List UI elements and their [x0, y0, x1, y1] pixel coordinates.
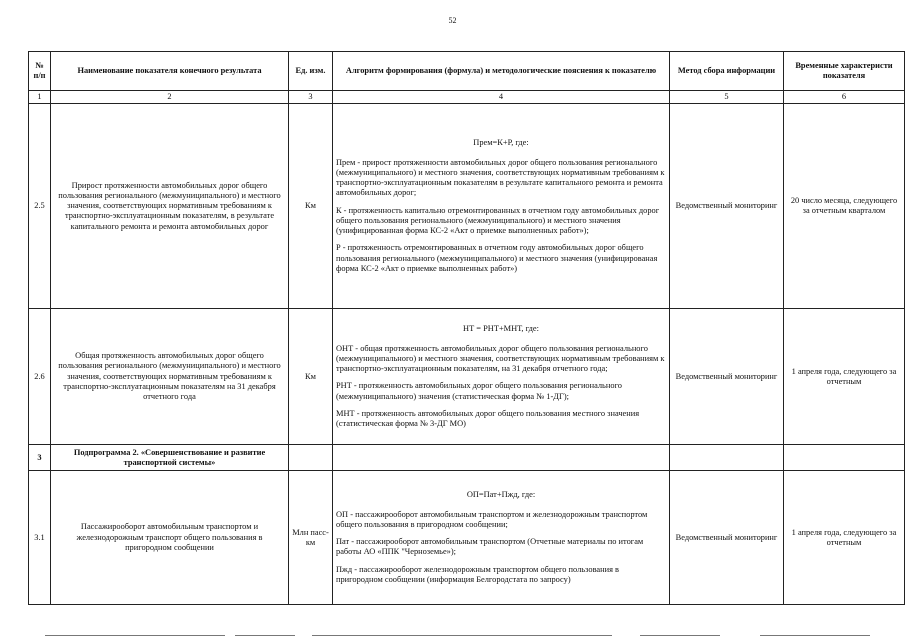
column-index: 1 — [29, 91, 51, 104]
header-method: Метод сбора информации — [670, 52, 784, 91]
explanation: ОП - пассажирооборот автомобильным транспортом и железнодорожным транспортом общего пользования в пригородном сообщении; — [336, 509, 648, 529]
header-algorithm: Алгоритм формирования (формула) и методологические пояснения к показателю — [333, 52, 670, 91]
explanation: Р - протяженность отремонтированных в отчетном году автомобильных дорог общего пользования регионального (межмуниципального) и местного значения (унифицированая форма КС-2 «Акт о приемке выполненных работ») — [336, 243, 658, 273]
explanation: ОНТ - общая протяженность автомобильных дорог общего пользования регионального (межмуниципального) и местного значения, соответствующих нормативным требованиям к транспортно-эксплуатационным показателям, на 31 декабря отчетного года; — [336, 343, 665, 373]
header-unit: Ед. изм. — [289, 52, 333, 91]
indicator-name: Пассажирооборот автомобильным транспортом и железнодорожным транспорт общего пользования в пригородном сообщении — [51, 471, 289, 605]
footer-rule — [640, 635, 720, 636]
column-index-row — [29, 91, 905, 104]
footer-rule — [312, 635, 612, 636]
column-index: 2 — [51, 91, 289, 104]
section-row — [29, 445, 905, 471]
footer-rule — [45, 635, 225, 636]
table-row — [29, 309, 905, 445]
explanation: Прем - прирост протяженности автомобильных дорог общего пользования регионального (межмуниципального) и местного значения, соответствующих нормативным требованиям к транспортно-эксплуатационным показателям в результате капитального ремонта и ремонта автомобильных дорог; — [336, 157, 665, 198]
collection-method: Ведомственный мониторинг — [670, 104, 784, 309]
column-index: 3 — [289, 91, 333, 104]
table-row — [29, 471, 905, 605]
unit: Млн пасс-км — [289, 471, 333, 605]
algorithm-cell — [333, 104, 670, 309]
row-num: 3.1 — [29, 471, 51, 605]
section-num: 3 — [29, 445, 51, 471]
explanation: Пжд - пассажирооборот железнодорожным транспортом общего пользования в пригородном сообщении (информация Белгородстата по запросу) — [336, 564, 619, 584]
indicator-name: Общая протяженность автомобильных дорог общего пользования регионального (межмуниципального) и местного значения, соответствующих нормативным требованиям к транспортно-эксплуатационным показателям на 31 декабря отчетного года — [51, 309, 289, 445]
explanation: К - протяженность капитально отремонтированных в отчетном году автомобильных дорог общего пользования регионального (межмуниципального) и местного значения (унифицированная форма КС-2 «Акт о приемке выполненных работ»); — [336, 205, 660, 236]
time-characteristics: 20 число месяца, следующего за отчетным кварталом — [784, 104, 905, 309]
formula: НТ = РНТ+МНТ, где: — [463, 324, 539, 334]
footer-rule — [760, 635, 870, 636]
formula: Прем=К+Р, где: — [473, 138, 529, 148]
table-header-row — [29, 52, 905, 91]
explanation: РНТ - протяженность автомобильных дорог общего пользования регионального (межмуниципального) значения (статистическая форма № 1-ДГ); — [336, 381, 622, 401]
column-index: 6 — [784, 91, 905, 104]
unit: Км — [289, 309, 333, 445]
row-num: 2.6 — [29, 309, 51, 445]
page-number: 52 — [448, 16, 457, 25]
time-characteristics: 1 апреля года, следующего за отчетным — [784, 309, 905, 445]
algorithm-cell — [333, 309, 670, 445]
table-row — [29, 104, 905, 309]
explanation: МНТ - протяженность автомобильных дорог общего пользования местного значения (статистическая форма № 3-ДГ МО) — [336, 408, 640, 428]
header-timing: Временные характеристи показателя — [784, 52, 905, 91]
formula: ОП=Пат+Пжд, где: — [466, 490, 536, 500]
column-index: 4 — [333, 91, 670, 104]
collection-method: Ведомственный мониторинг — [670, 471, 784, 605]
indicator-name: Прирост протяженности автомобильных дорог общего пользования регионального (межмуниципального) и местного значения, соответствующих нормативным требованиям к транспортно-эксплуатационным показателям, в результате капитального ремонта и ремонта автомобильных дорог — [51, 104, 289, 309]
explanation: Пат - пассажирооборот автомобильным транспортом (Отчетные материалы по итогам работы АО «ППК "Черноземье»); — [336, 537, 644, 557]
footer-rule — [235, 635, 295, 636]
time-characteristics: 1 апреля года, следующего за отчетным — [784, 471, 905, 605]
row-num: 2.5 — [29, 104, 51, 309]
unit: Км — [289, 104, 333, 309]
collection-method: Ведомственный мониторинг — [670, 309, 784, 445]
section-title: Подпрограмма 2. «Совершенствование и развитие транспортной системы» — [51, 445, 289, 471]
header-name: Наименование показателя конечного результата — [51, 52, 289, 91]
column-index: 5 — [670, 91, 784, 104]
indicators-table — [28, 51, 905, 605]
header-num: № п/п — [29, 52, 51, 91]
algorithm-cell — [333, 471, 670, 605]
